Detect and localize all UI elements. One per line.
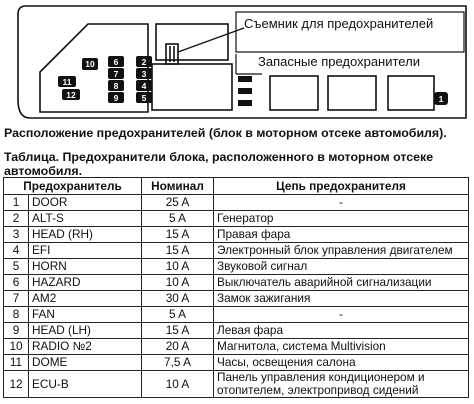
svg-text:7: 7 <box>113 69 119 79</box>
table-row <box>4 243 469 259</box>
fuse-name: RADIO №2 <box>29 339 142 355</box>
svg-text:6: 6 <box>113 57 119 67</box>
fuse-2 <box>136 56 152 67</box>
relay-block-mid <box>152 64 232 110</box>
table-row <box>4 307 469 323</box>
table-title: Таблица. Предохранители блока, расположенного в моторном отсеке автомобиля. <box>4 150 434 178</box>
fuse-rating: 10 A <box>142 275 214 291</box>
table-row <box>4 371 469 398</box>
svg-text:12: 12 <box>66 90 76 100</box>
svg-text:4: 4 <box>141 81 147 91</box>
fuse-rating: 25 A <box>142 195 214 211</box>
fuse-name: HEAD (RH) <box>29 227 142 243</box>
relay-right-1 <box>270 76 318 110</box>
fuse-rating: 30 A <box>142 291 214 307</box>
header-fuse: Предохранитель <box>4 178 142 195</box>
table-row <box>4 259 469 275</box>
fuse-12 <box>62 89 80 100</box>
fuse-10 <box>82 58 98 70</box>
table-row <box>4 195 469 211</box>
svg-text:5: 5 <box>141 93 147 103</box>
fuse-1 <box>434 92 448 105</box>
fuse-name: HORN <box>29 259 142 275</box>
table-row <box>4 323 469 339</box>
fuse-9 <box>108 92 124 103</box>
fuse-table <box>3 177 469 398</box>
fuse-number: 7 <box>4 291 29 307</box>
fuse-rating: 15 A <box>142 323 214 339</box>
fuse-circuit: Выключатель аварийной сигнализации <box>214 275 469 291</box>
fuse-name: DOOR <box>29 195 142 211</box>
spare-fuses <box>238 76 252 106</box>
diagram-caption: Расположение предохранителей (блок в моторном отсеке автомобиля). <box>4 126 447 140</box>
fuse-circuit: Магнитола, система Multivision <box>214 339 469 355</box>
fuse-number: 8 <box>4 307 29 323</box>
fuse-rating: 10 A <box>142 371 214 398</box>
fuse-rating: 15 A <box>142 227 214 243</box>
fuse-name: HAZARD <box>29 275 142 291</box>
fuse-circuit: Замок зажигания <box>214 291 469 307</box>
fuse-number: 2 <box>4 211 29 227</box>
table-row <box>4 339 469 355</box>
label-fuse-puller: Съемник для предохранителей <box>244 16 434 31</box>
table-row <box>4 355 469 371</box>
fuse-8 <box>108 80 124 91</box>
fuse-circuit: - <box>214 307 469 323</box>
relay-right-3 <box>388 76 434 110</box>
fuse-puller <box>166 44 178 64</box>
svg-text:10: 10 <box>85 59 95 69</box>
fuse-number: 4 <box>4 243 29 259</box>
svg-text:11: 11 <box>62 77 72 87</box>
fuse-circuit: Звуковой сигнал <box>214 259 469 275</box>
fuse-rating: 10 A <box>142 259 214 275</box>
fuse-number: 5 <box>4 259 29 275</box>
table-row <box>4 275 469 291</box>
table-row <box>4 211 469 227</box>
header-circuit: Цепь предохранителя <box>214 178 469 195</box>
svg-text:1: 1 <box>438 94 444 104</box>
table-row <box>4 291 469 307</box>
fuse-rating: 5 A <box>142 307 214 323</box>
fuse-number: 3 <box>4 227 29 243</box>
fuse-4 <box>136 80 152 91</box>
relay-block-top <box>156 24 228 60</box>
fuse-7 <box>108 68 124 79</box>
fuse-5 <box>136 92 152 103</box>
label-spare-fuses: Запасные предохранители <box>258 54 420 69</box>
fuse-circuit: Часы, освещения салона <box>214 355 469 371</box>
fuse-name: HEAD (LH) <box>29 323 142 339</box>
fuse-name: DOME <box>29 355 142 371</box>
table-row <box>4 227 469 243</box>
fuse-name: ALT-S <box>29 211 142 227</box>
fuse-6 <box>108 56 124 67</box>
fuse-name: AM2 <box>29 291 142 307</box>
fuse-number: 9 <box>4 323 29 339</box>
svg-text:2: 2 <box>141 57 147 67</box>
fuse-number: 1 <box>4 195 29 211</box>
relay-right-2 <box>328 76 376 110</box>
fuse-circuit: Левая фара <box>214 323 469 339</box>
fuse-number: 6 <box>4 275 29 291</box>
fuse-name: ECU-B <box>29 371 142 398</box>
svg-text:8: 8 <box>113 81 119 91</box>
fuse-rating: 15 A <box>142 243 214 259</box>
fuse-circuit: Правая фара <box>214 227 469 243</box>
fuse-circuit: Электронный блок управления двигателем <box>214 243 469 259</box>
fuse-rating: 7,5 A <box>142 355 214 371</box>
fuse-box-diagram <box>0 0 474 124</box>
fuse-number: 11 <box>4 355 29 371</box>
fuse-circuit: Панель управления кондиционером и отопителем, электропривод сидений <box>214 371 469 398</box>
table-header-row <box>4 178 469 195</box>
svg-text:3: 3 <box>141 69 147 79</box>
fuse-rating: 20 A <box>142 339 214 355</box>
header-rating: Номинал <box>142 178 214 195</box>
fuse-circuit: - <box>214 195 469 211</box>
fuse-number: 10 <box>4 339 29 355</box>
fuse-name: EFI <box>29 243 142 259</box>
fuse-3 <box>136 68 152 79</box>
fuse-rating: 5 A <box>142 211 214 227</box>
fuse-name: FAN <box>29 307 142 323</box>
svg-text:9: 9 <box>113 93 119 103</box>
fuse-circuit: Генератор <box>214 211 469 227</box>
fuse-number: 12 <box>4 371 29 398</box>
fuse-11 <box>58 76 76 87</box>
